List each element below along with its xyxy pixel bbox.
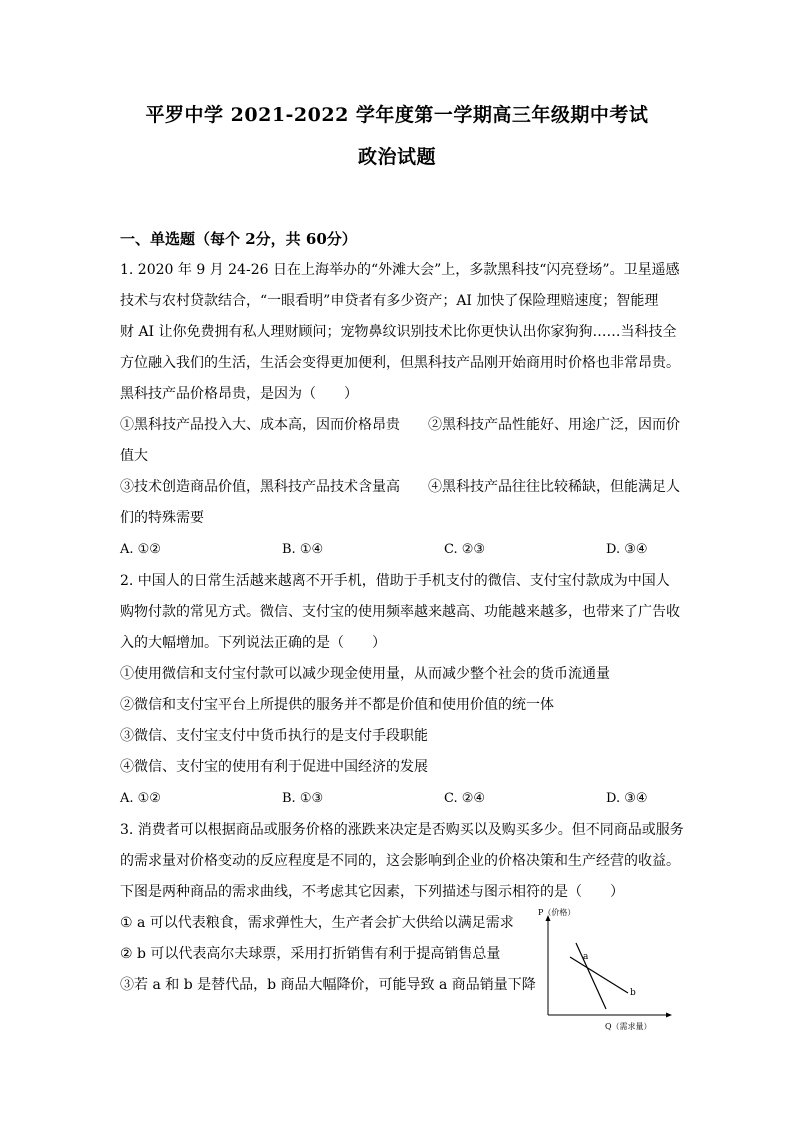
- curve-b-label: b: [630, 988, 636, 998]
- q3-line: ③若 a 和 b 是替代品，b 商品大幅降价，可能导致 a 商品销量下降: [120, 977, 536, 993]
- q2-option-c: C. ②④: [444, 791, 486, 806]
- q2-line: ③微信、支付宝支付中货币执行的是支付手段职能: [120, 728, 428, 744]
- exam-subtitle: 政治试题: [357, 146, 436, 168]
- q3-line: 3. 消费者可以根据商品或服务价格的涨跌来决定是否购买以及购买多少。但不同商品或服务: [120, 822, 684, 838]
- curve-b: [570, 957, 628, 993]
- exam-title: 平罗中学 2021-2022 学年度第一学期高三年级期中考试: [145, 104, 649, 126]
- q1-option-b: B. ①④: [282, 542, 324, 557]
- q3-line: 下图是两种商品的需求曲线，不考虑其它因素，下列描述与图示相符的是（ ）: [120, 884, 624, 900]
- q1-line: 黑科技产品价格昂贵，是因为（ ）: [120, 386, 358, 402]
- q1-line: 们的特殊需要: [120, 510, 204, 526]
- q1-line: 值大: [120, 448, 148, 464]
- q1-line: 方位融入我们的生活，生活会变得更加便利，但黑科技产品刚开始商用时价格也非常昂贵。: [120, 355, 680, 371]
- demand-curve-chart: [530, 905, 675, 1035]
- q1-option-a: A. ①②: [120, 542, 161, 557]
- section-heading: 一、单选题（每个 2分，共 60分）: [120, 230, 357, 248]
- y-axis-label: P（价格）: [538, 908, 576, 917]
- q2-line: 入的大幅增加。下列说法正确的是（ ）: [120, 635, 386, 651]
- q2-line: ①使用微信和支付宝付款可以减少现金使用量，从而减少整个社会的货币流通量: [120, 666, 610, 682]
- q3-line: 的需求量对价格变动的反应程度是不同的，这会影响到企业的价格决策和生产经营的收益。: [120, 853, 680, 869]
- q2-line: 购物付款的常见方式。微信、支付宝的使用频率越来越高、功能越来越多，也带来了广告收: [120, 604, 680, 620]
- q1-line: 财 AI 让你免费拥有私人理财顾问；宠物鼻纹识别技术比你更快认出你家狗狗……当科技全: [120, 324, 677, 340]
- q1-line: 技术与农村贷款结合，“一眼看明”申贷者有多少资产；AI 加快了保险理赔速度；智能理: [120, 293, 659, 309]
- q1-line: ①黑科技产品投入大、成本高，因而价格昂贵 ②黑科技产品性能好、用途广泛，因而价: [120, 417, 680, 433]
- q2-line: ②微信和支付宝平台上所提供的服务并不都是价值和使用价值的统一体: [120, 697, 554, 713]
- q1-line: 1. 2020 年 9 月 24-26 日在上海举办的“外滩大会”上，多款黑科技“闪亮登场”。卫星遥感: [120, 262, 680, 278]
- q1-line: ③技术创造商品价值，黑科技产品技术含量高 ④黑科技产品往往比较稀缺，但能满足人: [120, 479, 680, 495]
- curve-a-label: a: [583, 952, 589, 962]
- q3-line: ② b 可以代表高尔夫球票，采用打折销售有利于提高销售总量: [120, 946, 501, 962]
- x-axis-arrow: [666, 1013, 672, 1018]
- q2-line: ④微信、支付宝的使用有利于促进中国经济的发展: [120, 759, 428, 775]
- x-axis-label: Q（需求量）: [605, 1022, 652, 1031]
- q2-line: 2. 中国人的日常生活越来越离不开手机，借助于手机支付的微信、支付宝付款成为中国人: [120, 573, 670, 589]
- q2-option-d: D. ③④: [606, 791, 648, 806]
- q3-line: ① a 可以代表粮食，需求弹性大，生产者会扩大供给以满足需求: [120, 915, 514, 931]
- q1-option-c: C. ②③: [444, 542, 486, 557]
- q1-option-d: D. ③④: [606, 542, 648, 557]
- q2-option-b: B. ①③: [282, 791, 324, 806]
- q2-option-a: A. ①②: [120, 791, 161, 806]
